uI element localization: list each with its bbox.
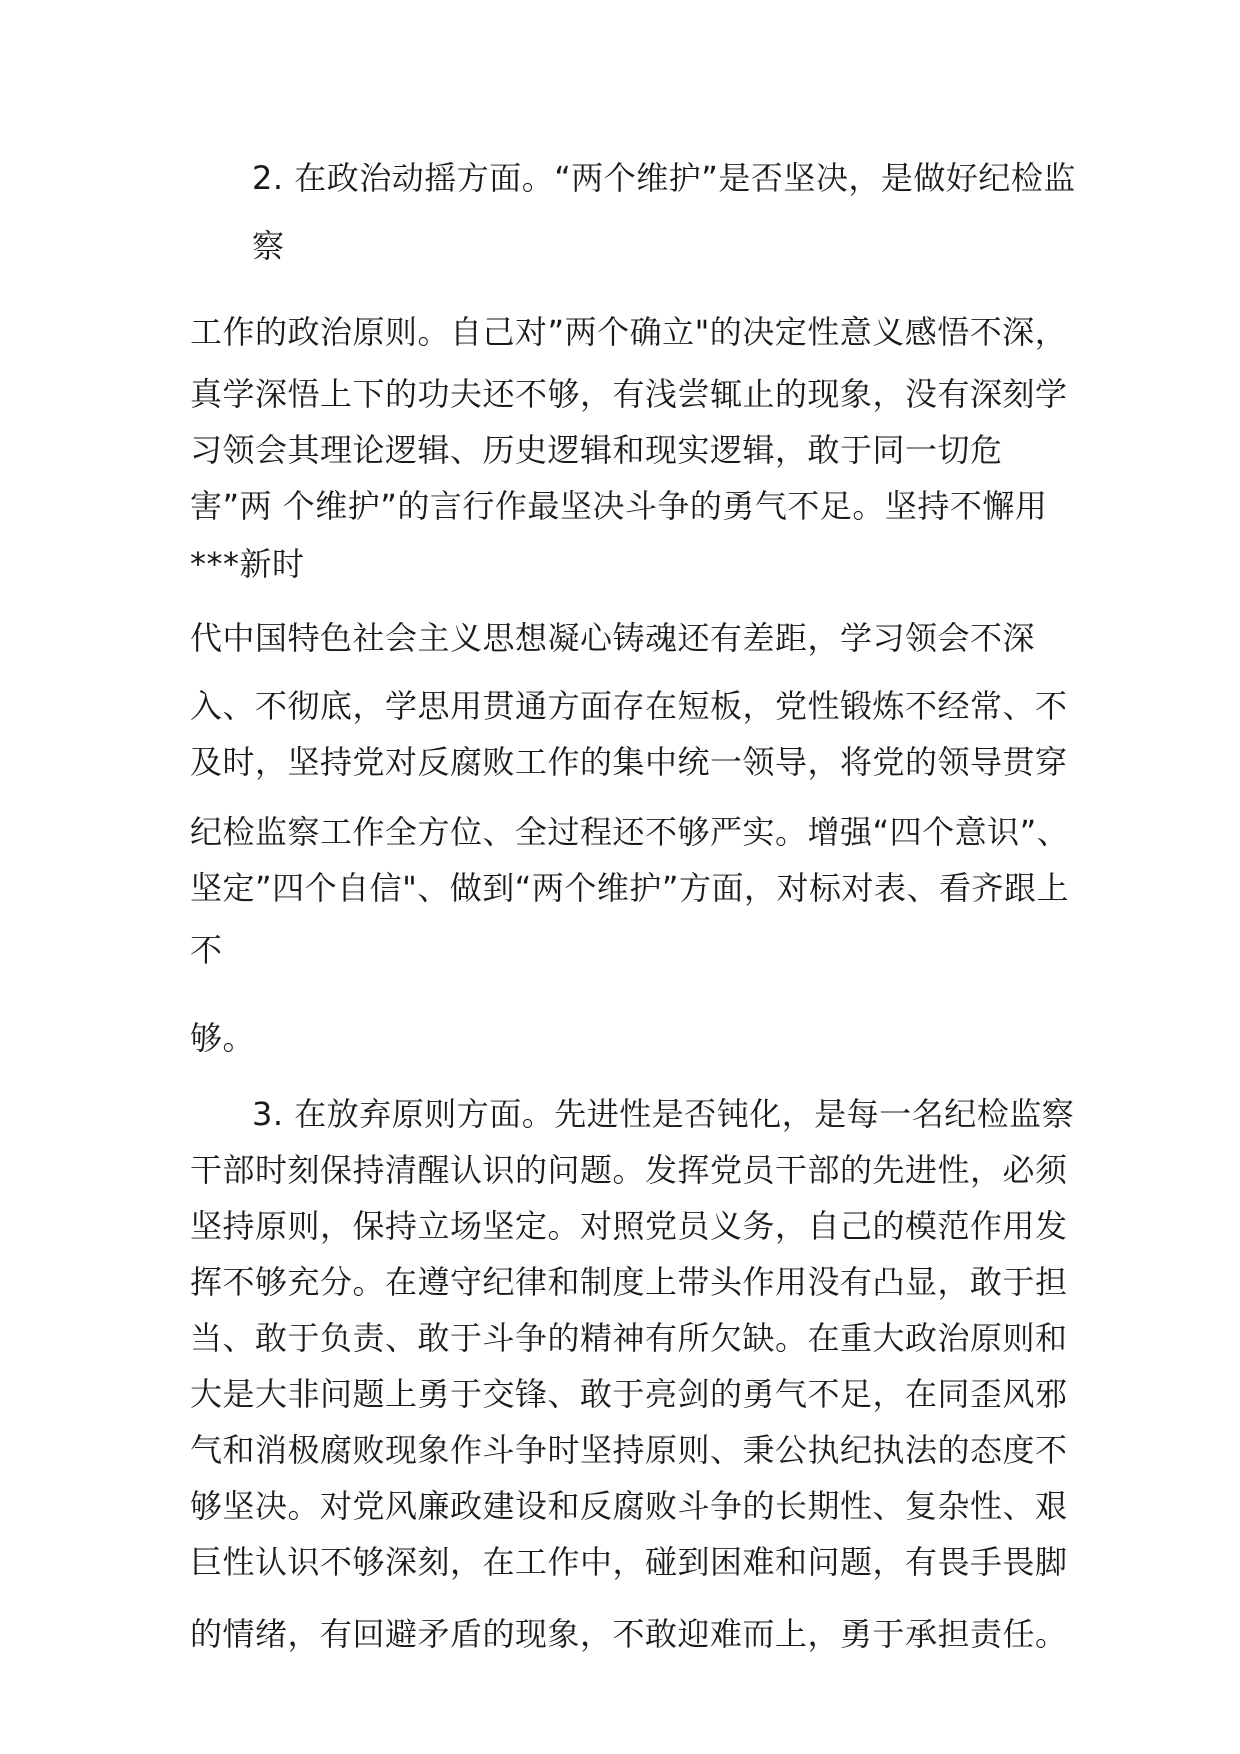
paragraph-3-line-6: 大是大非问题上勇于交锋、敢于亮剑的勇气不足，在同歪风邪: [190, 1375, 1068, 1413]
paragraph-3-line-2: 干部时刻保持清醒认识的问题。发挥党员干部的先进性，必须: [190, 1151, 1068, 1189]
paragraph-2-line-4: 真学深悟上下的功夫还不够，有浅尝辄止的现象，没有深刻学: [190, 375, 1068, 413]
paragraph-3-line-8: 够坚决。对党风廉政建设和反腐败斗争的长期性、复杂性、艰: [190, 1487, 1068, 1525]
paragraph-2-line-13: 不: [190, 931, 223, 969]
paragraph-2-line-5: 习领会其理论逻辑、历史逻辑和现实逻辑，敢于同一切危: [190, 431, 1003, 469]
paragraph-2-line-3: 工作的政治原则。自己对”两个确立"的决定性意义感悟不深，: [190, 313, 1068, 351]
paragraph-3-line-10: 的情绪，有回避矛盾的现象，不敢迎难而上，勇于承担责任。: [190, 1615, 1068, 1653]
paragraph-3-line-7: 气和消极腐败现象作斗争时坚持原则、秉公执纪执法的态度不: [190, 1431, 1068, 1469]
paragraph-3-line-4: 挥不够充分。在遵守纪律和制度上带头作用没有凸显，敢于担: [190, 1263, 1068, 1301]
paragraph-2-line-7: ***新时: [190, 545, 305, 583]
paragraph-3-line-1: 3. 在放弃原则方面。先进性是否钝化，是每一名纪检监察: [252, 1095, 1075, 1133]
paragraph-2-line-2: 察: [252, 227, 285, 265]
paragraph-3-line-9: 巨性认识不够深刻，在工作中，碰到困难和问题，有畏手畏脚: [190, 1543, 1068, 1581]
paragraph-2-line-14: 够。: [190, 1019, 256, 1057]
paragraph-3-line-5: 当、敢于负责、敢于斗争的精神有所欠缺。在重大政治原则和: [190, 1319, 1068, 1357]
paragraph-2-line-9: 入、不彻底，学思用贯通方面存在短板，党性锻炼不经常、不: [190, 687, 1068, 725]
paragraph-2-line-1: 2. 在政治动摇方面。“两个维护”是否坚决，是做好纪检监: [252, 159, 1076, 197]
paragraph-2-line-11: 纪检监察工作全方位、全过程还不够严实。增强“四个意识”、: [190, 813, 1070, 851]
paragraph-3-line-3: 坚持原则，保持立场坚定。对照党员义务，自己的模范作用发: [190, 1207, 1068, 1245]
paragraph-2-line-6: 害”两 个维护”的言行作最坚决斗争的勇气不足。坚持不懈用: [190, 487, 1048, 525]
paragraph-2-line-10: 及时，坚持党对反腐败工作的集中统一领导，将党的领导贯穿: [190, 743, 1068, 781]
paragraph-2-line-12: 坚定”四个自信"、做到“两个维护”方面，对标对表、看齐跟上: [190, 869, 1069, 907]
paragraph-2-line-8: 代中国特色社会主义思想凝心铸魂还有差距，学习领会不深: [190, 619, 1036, 657]
